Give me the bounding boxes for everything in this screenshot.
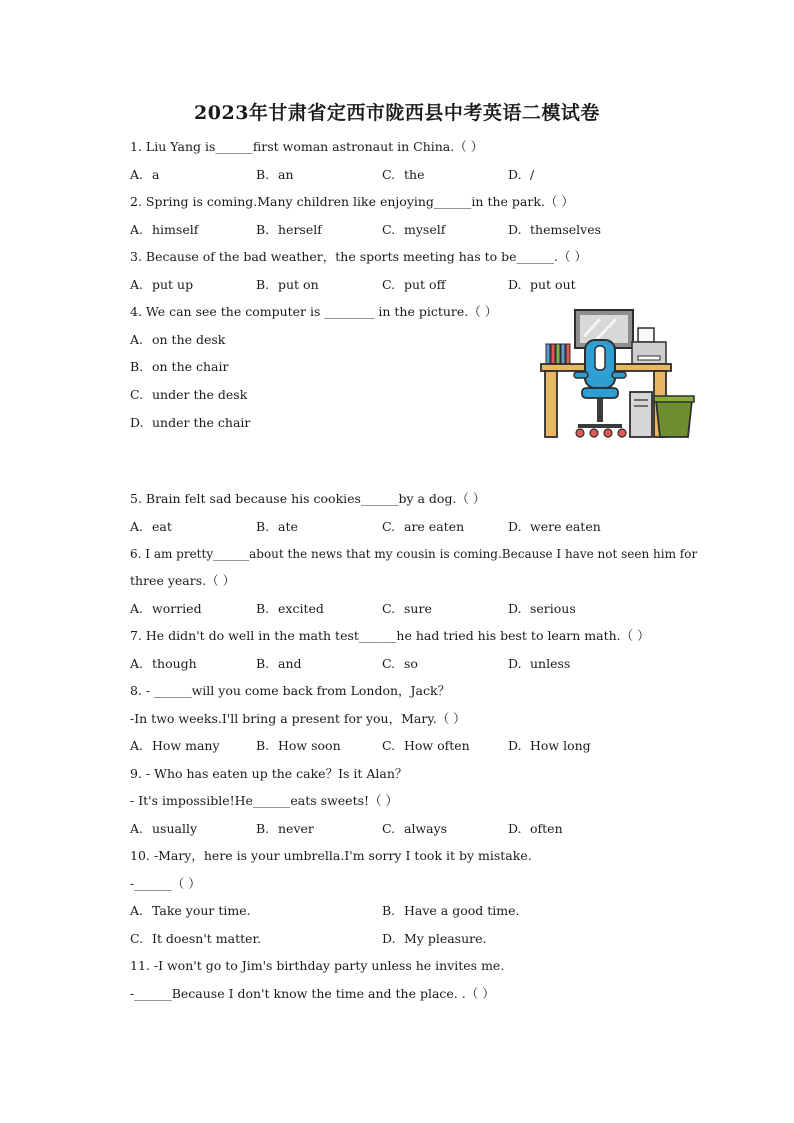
question-9-continued: - It's impossible!He______eats sweets!（ ）	[130, 793, 399, 808]
question-2: 2. Spring is coming.Many children like enjoying______in the park.（ ）	[130, 194, 574, 209]
option-letter: C.	[130, 931, 144, 946]
option-text: and	[278, 656, 302, 671]
option-text: How long	[530, 738, 591, 753]
q4-option-a[interactable]	[130, 332, 225, 348]
option-text: How many	[152, 738, 220, 753]
option-letter: B.	[130, 359, 144, 374]
q7-option-d[interactable]	[508, 656, 570, 672]
option-text: an	[278, 167, 294, 182]
option-text: unless	[530, 656, 571, 671]
option-letter: B.	[256, 222, 270, 237]
option-letter: A.	[130, 601, 144, 616]
q5-option-c[interactable]	[382, 519, 464, 535]
option-letter: C.	[382, 519, 396, 534]
q1-option-d[interactable]	[508, 167, 534, 183]
q2-option-b[interactable]	[256, 222, 322, 238]
q3-option-a[interactable]	[130, 277, 193, 293]
option-text: How soon	[278, 738, 341, 753]
option-letter: D.	[508, 277, 522, 292]
option-text: put off	[404, 277, 446, 292]
q7-option-b[interactable]	[256, 656, 302, 672]
q10-option-a[interactable]	[130, 903, 251, 919]
q9-option-d[interactable]	[508, 821, 563, 837]
q7-option-a[interactable]	[130, 656, 197, 672]
option-letter: A.	[130, 656, 144, 671]
option-text: My pleasure.	[404, 931, 487, 946]
q10-option-c[interactable]	[130, 931, 261, 947]
option-text: though	[152, 656, 197, 671]
page-title: 2023年甘肃省定西市陇西县中考英语二模试卷	[194, 102, 600, 124]
option-text: ate	[278, 519, 298, 534]
q1-option-b[interactable]	[256, 167, 294, 183]
q6-option-d[interactable]	[508, 601, 576, 617]
option-text: eat	[152, 519, 172, 534]
option-text: a	[152, 167, 160, 182]
option-letter: B.	[256, 277, 270, 292]
option-letter: C.	[382, 277, 396, 292]
q9-option-a[interactable]	[130, 821, 197, 837]
option-text: under the desk	[152, 387, 248, 402]
q1-option-a[interactable]	[130, 167, 159, 183]
question-11: 11. -I won't go to Jim's birthday party unless he invites me.	[130, 958, 505, 973]
option-text: Take your time.	[152, 903, 251, 918]
option-letter: A.	[130, 821, 144, 836]
option-text: so	[404, 656, 418, 671]
q7-option-c[interactable]	[382, 656, 418, 672]
option-text: sure	[404, 601, 432, 616]
option-text: always	[404, 821, 448, 836]
question-9: 9. - Who has eaten up the cake？Is it Alan？	[130, 766, 408, 781]
q5-option-d[interactable]	[508, 519, 601, 535]
question-1: 1. Liu Yang is______first woman astronaut in China.（ ）	[130, 139, 484, 154]
q2-option-a[interactable]	[130, 222, 198, 238]
q4-option-d[interactable]	[130, 415, 250, 431]
option-text: never	[278, 821, 314, 836]
option-letter: D.	[508, 601, 522, 616]
option-text: on the desk	[152, 332, 226, 347]
q2-option-c[interactable]	[382, 222, 445, 238]
option-letter: A.	[130, 167, 144, 182]
option-text: myself	[404, 222, 446, 237]
option-letter: B.	[256, 821, 270, 836]
option-letter: A.	[130, 738, 144, 753]
q10-option-b[interactable]	[382, 903, 520, 919]
option-text: are eaten	[404, 519, 465, 534]
question-5: 5. Brain felt sad because his cookies______by a dog.（ ）	[130, 491, 486, 506]
option-text: themselves	[530, 222, 602, 237]
option-text: usually	[152, 821, 198, 836]
question-3: 3. Because of the bad weather，the sports meeting has to be______.（ ）	[130, 249, 587, 264]
option-letter: A.	[130, 332, 144, 347]
option-letter: A.	[130, 277, 144, 292]
option-text: worried	[152, 601, 202, 616]
q9-option-c[interactable]	[382, 821, 447, 837]
option-letter: C.	[382, 222, 396, 237]
q8-option-a[interactable]	[130, 738, 220, 754]
option-letter: C.	[382, 656, 396, 671]
question-10-continued: -______（ ）	[130, 876, 201, 891]
option-letter: D.	[382, 931, 396, 946]
desk-computer-illustration	[538, 306, 696, 442]
option-letter: B.	[256, 167, 270, 182]
q8-option-c[interactable]	[382, 738, 470, 754]
q1-option-c[interactable]	[382, 167, 424, 183]
option-letter: C.	[382, 167, 396, 182]
option-letter: C.	[382, 821, 396, 836]
option-text: It doesn't matter.	[152, 931, 262, 946]
option-text: under the chair	[152, 415, 251, 430]
q2-option-d[interactable]	[508, 222, 601, 238]
option-letter: D.	[508, 167, 522, 182]
option-text: put on	[278, 277, 319, 292]
option-text: Have a good time.	[404, 903, 520, 918]
option-text: the	[404, 167, 425, 182]
q6-option-b[interactable]	[256, 601, 324, 617]
option-text: put up	[152, 277, 194, 292]
q3-option-d[interactable]	[508, 277, 576, 293]
option-letter: D.	[508, 222, 522, 237]
option-letter: A.	[130, 519, 144, 534]
option-letter: A.	[130, 222, 144, 237]
option-letter: D.	[508, 656, 522, 671]
option-letter: B.	[256, 601, 270, 616]
option-text: were eaten	[530, 519, 601, 534]
q3-option-c[interactable]	[382, 277, 445, 293]
question-6-continued: three years.（ ）	[130, 573, 236, 588]
option-letter: A.	[130, 903, 144, 918]
question-11-continued: -______Because I don't know the time and the place. .（ ）	[130, 986, 495, 1001]
option-letter: C.	[130, 387, 144, 402]
q4-option-b[interactable]	[130, 359, 228, 375]
option-letter: D.	[508, 821, 522, 836]
q5-option-a[interactable]	[130, 519, 172, 535]
option-letter: D.	[508, 738, 522, 753]
q10-option-d[interactable]	[382, 931, 487, 947]
option-letter: B.	[256, 519, 270, 534]
option-text: How often	[404, 738, 470, 753]
option-letter: D.	[508, 519, 522, 534]
option-text: serious	[530, 601, 576, 616]
q9-option-b[interactable]	[256, 821, 314, 837]
question-6: 6. I am pretty______about the news that my cousin is coming.Because I have not seen him for	[130, 547, 698, 561]
option-letter: B.	[256, 738, 270, 753]
option-letter: B.	[256, 656, 270, 671]
option-text: /	[530, 167, 535, 182]
option-text: excited	[278, 601, 324, 616]
option-text: often	[530, 821, 563, 836]
question-7: 7. He didn't do well in the math test______he had tried his best to learn math.（ ）	[130, 628, 650, 643]
option-letter: C.	[382, 601, 396, 616]
question-8: 8. - ______will you come back from London，Jack？	[130, 683, 451, 698]
q5-option-b[interactable]	[256, 519, 298, 535]
option-letter: C.	[382, 738, 396, 753]
q3-option-b[interactable]	[256, 277, 319, 293]
q8-option-b[interactable]	[256, 738, 341, 754]
option-letter: B.	[382, 903, 396, 918]
q6-option-c[interactable]	[382, 601, 432, 617]
question-4: 4. We can see the computer is ________ in the picture.（ ）	[130, 304, 498, 319]
option-text: herself	[278, 222, 322, 237]
question-10: 10. -Mary，here is your umbrella.I'm sorry I took it by mistake.	[130, 848, 532, 863]
q4-option-c[interactable]	[130, 387, 247, 403]
q8-option-d[interactable]	[508, 738, 591, 754]
q6-option-a[interactable]	[130, 601, 202, 617]
question-8-continued: -In two weeks.I'll bring a present for you，Mary.（ ）	[130, 711, 466, 726]
option-text: on the chair	[152, 359, 229, 374]
option-letter: D.	[130, 415, 144, 430]
option-text: himself	[152, 222, 199, 237]
option-text: put out	[530, 277, 576, 292]
